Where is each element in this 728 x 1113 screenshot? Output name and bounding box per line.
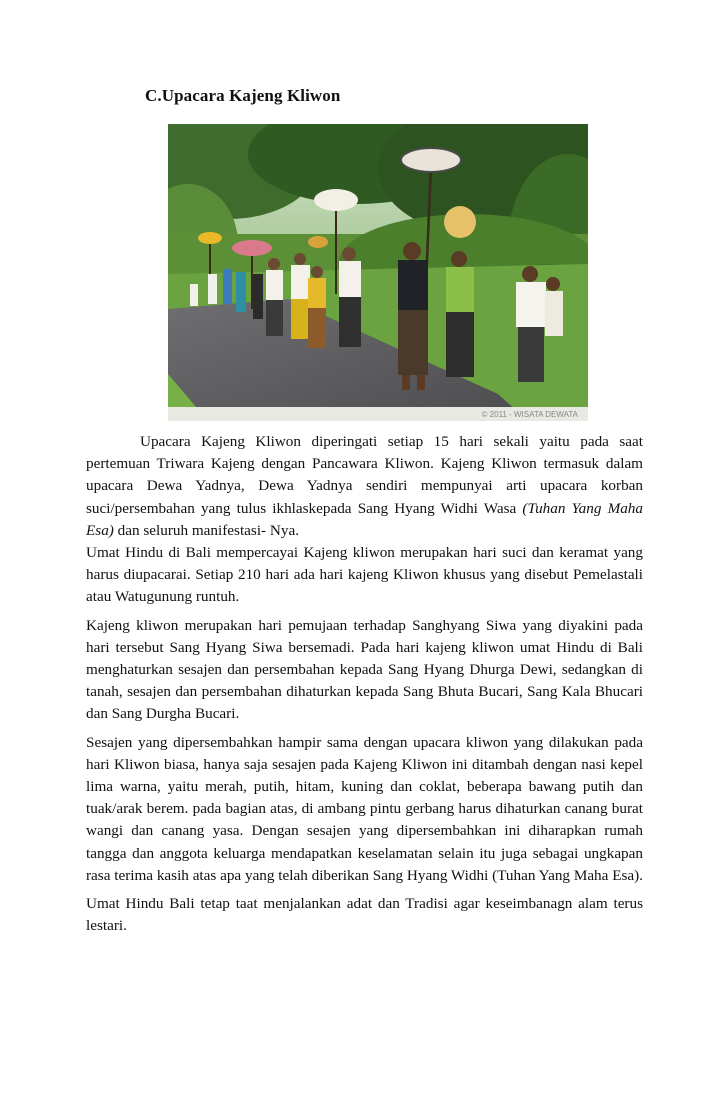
paragraph-1-text: Upacara Kajeng Kliwon diperingati setiap 15 hari sekali yaitu pada saat pertemuan Triwara Kajeng dengan Pancawara Kliwon. Kajeng Kliwon termasuk dalam upacara Dewa Yadnya, Dewa Yadnya sendiri mempunyai arti upacara korban suci/persembahan yang tulus ikhlaskepada Sang Hyang Widhi Wasa <box>86 433 643 517</box>
procession-photo <box>168 124 588 421</box>
paragraph-3: Kajeng kliwon merupakan hari pemujaan terhadap Sanghyang Siwa yang diyakini pada hari tersebut Sang Hyang Siwa bersemadi. Pada hari kajeng kliwon umat Hindu di Bali menghaturkan sesajen dan persembahan kepada Sang Hyang Dhurga Dewi, sedangkan di tanah, sesajen dan persembahan dihaturkan kepada Sang Bhuta Bucari, Sang Kala Bhucari dan Sang Durgha Bucari. <box>86 616 643 723</box>
paragraph-1-end: dan seluruh manifestasi- Nya. <box>113 521 299 539</box>
section-title: Upacara Kajeng Kliwon <box>161 86 341 105</box>
paragraph-4: Sesajen yang dipersembahkan hampir sama dengan upacara kliwon yang dilakukan pada hari Kliwon biasa, hanya saja sesajen pada Kajeng Kliwon ini ditambah dengan nasi kepel lima warna, yaitu merah, putih, hitam, kuning dan coklat, beberapa bawang putih dan tuak/arak berem. pada bagian atas, di ambang pintu gerbang harus dihaturkan canang burat wangi dan canang yasa. Dengan sesajen yang dipersembahkan ini diharapkan rumah tangga dan anggota keluarga mendapatkan keselamatan selain itu juga sebagai ungkapan rasa terima kasih atas apa yang telah diberikan Sang Hyang Widhi (Tuhan Yang Maha Esa). <box>86 733 643 884</box>
paragraph-1 <box>86 431 643 542</box>
body-text <box>86 431 643 937</box>
paragraph-1-italic: (Tuhan Yang Maha Esa) <box>86 499 643 539</box>
photo-illustration <box>168 124 588 421</box>
paragraph-5: Umat Hindu Bali tetap taat menjalankan adat dan Tradisi agar keseimbanagn alam terus lestari. <box>86 895 643 935</box>
photo-watermark: © 2011 - WISATA DEWATA <box>481 410 578 419</box>
paragraph-2: Umat Hindu di Bali mempercayai Kajeng kliwon merupakan hari suci dan keramat yang harus diupacarai. Setiap 210 hari ada hari kajeng Kliwon khusus yang disebut Pemelastali atau Watugunung runtuh. <box>86 544 643 606</box>
section-heading <box>145 86 340 106</box>
section-label: C. <box>145 86 162 105</box>
